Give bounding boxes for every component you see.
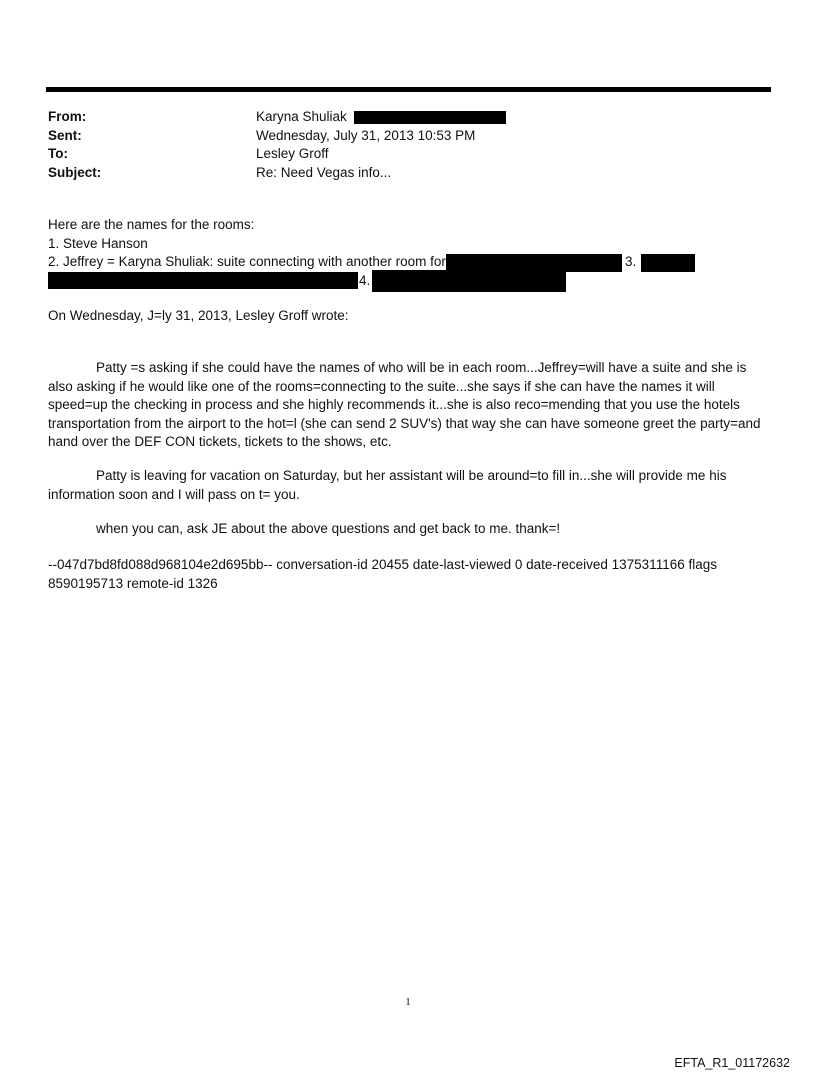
to-row [48,145,768,164]
to-label: To: [48,146,68,161]
sent-label: Sent: [48,127,82,143]
page-number: 1 [405,996,411,1008]
from-name: Karyna Shuliak [256,109,347,124]
reply-intro: Here are the names for the rooms: [48,217,255,232]
redaction-block [48,272,358,289]
reply-item-4-prefix: 4. [359,272,371,288]
attribution-line: On Wednesday, J=ly 31, 2013, Lesley Groff wrote: [48,308,349,323]
sent-row [48,127,768,146]
quote-paragraph-1: Patty =s asking if she could have the names of who will be in each room...Jeffrey=will have a suite and she is also asking if he would like one of the rooms=connecting to the suite...she says if she can have the names it will speed=up the checking in process and she highly recommends it...she is also reco=mending that you use the hotels transportation from the airport to the hot=l (she can send 2 SUV's) that way she can have someone greet the party=and hand over the DEF CON tickets, tickets to the shows, etc. [48,360,761,449]
redaction-block [641,254,695,272]
reply-item-3-prefix: 3. [625,254,637,269]
header-rule [46,87,771,92]
sent-value: Wednesday, July 31, 2013 10:53 PM [256,127,476,143]
email-header [48,108,768,182]
message-metadata: --047d7bd8fd088d968104e2d695bb-- conversation-id 20455 date-last-viewed 0 date-received 1375311166 flags 8590195713 remote-id 1326 [48,557,717,591]
subject-row [48,164,768,183]
reply-item-2-text: 2. Jeffrey = Karyna Shuliak: suite connecting with another room for [48,254,446,269]
redaction-block [354,111,506,124]
from-label: From: [48,109,87,124]
reply-item-1: 1. Steve Hanson [48,235,148,251]
quote-paragraph-3: when you can, ask JE about the above questions and get back to me. thank=! [96,521,561,536]
document-id: EFTA_R1_01172632 [674,1056,790,1070]
quote-attribution [48,307,770,326]
redaction-block [372,270,566,292]
reply-item-4 [48,272,770,291]
from-row [48,108,768,127]
subject-label: Subject: [48,164,102,180]
from-value [256,108,506,127]
quote-paragraph-2: Patty is leaving for vacation on Saturday, but her assistant will be around=to fill in...she will provide me his information soon and I will pass on t= you. [48,468,727,502]
to-value: Lesley Groff [256,146,329,161]
reply-body [48,216,770,290]
subject-value: Re: Need Vegas info... [256,164,392,180]
